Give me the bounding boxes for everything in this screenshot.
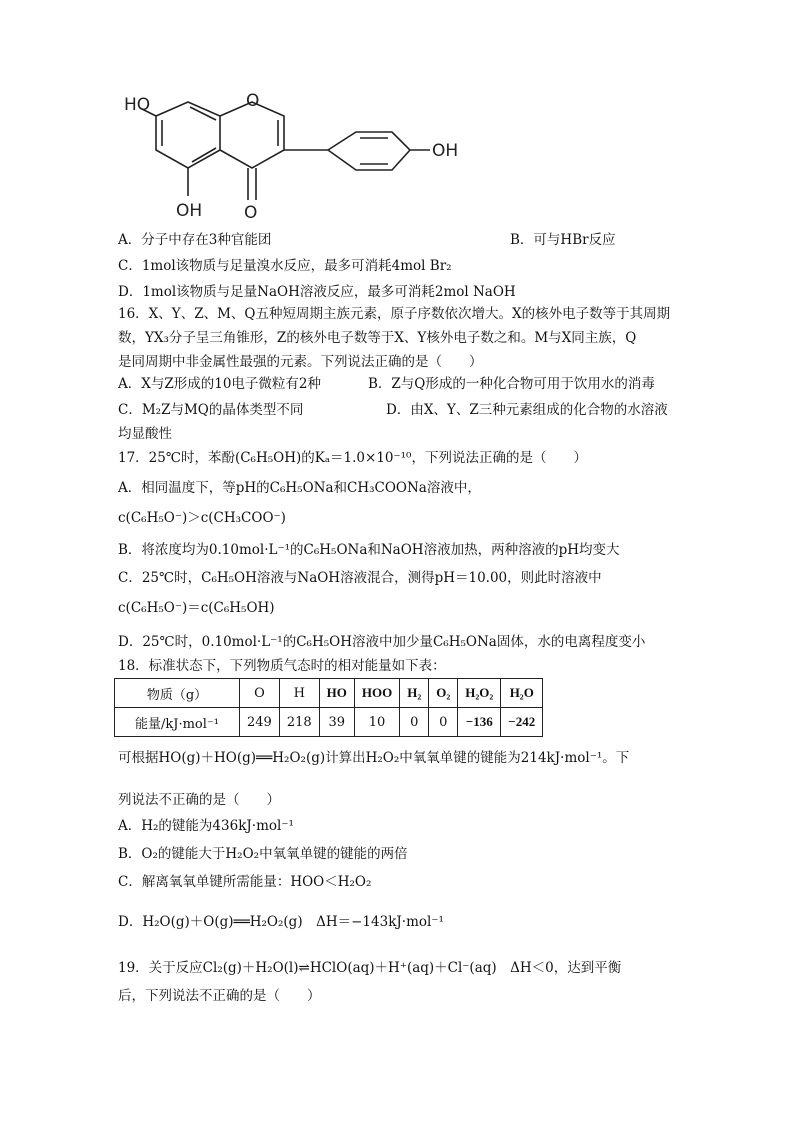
- q18-note-line1: 可根据HO(g)＋HO(g)══H₂O₂(g)计算出H₂O₂中氧氧单键的键能为214kJ·mol⁻¹。下: [118, 750, 630, 766]
- q15-option-d: D．1mol该物质与足量NaOH溶液反应，最多可消耗2mol NaOH: [118, 284, 516, 300]
- table-cell: O₂: [429, 679, 458, 708]
- q18-stem: 18．标准状态下，下列物质气态时的相对能量如下表：: [118, 658, 446, 674]
- table-cell: 物质（g）: [115, 679, 240, 708]
- table-cell: HOO: [354, 679, 399, 708]
- q16-stem-line3: 是同周期中非金属性最强的元素。下列说法正确的是（ ）: [118, 354, 483, 370]
- q15-options-row1: [118, 230, 684, 250]
- molecule-structure: [118, 88, 478, 228]
- molecule-label-carbonyl-o: O: [244, 203, 258, 223]
- table-cell: 10: [354, 708, 399, 737]
- q19-stem-line2: 后，下列说法不正确的是（ ）: [118, 988, 321, 1004]
- table-cell: −242: [501, 708, 543, 737]
- table-cell: H₂: [400, 679, 429, 708]
- molecule-label-ring-o: O: [246, 91, 260, 111]
- q17-option-d: D．25℃时，0.10mol·L⁻¹的C₆H₅OH溶液中加少量C₆H₅ONa固体，水的电离程度变小: [118, 634, 646, 650]
- q17-option-b: B．将浓度均为0.10mol·L⁻¹的C₆H₅ONa和NaOH溶液加热，两种溶液的pH均变大: [118, 542, 620, 558]
- q17-option-a-line1: A．相同温度下，等pH的C₆H₅ONa和CH₃COONa溶液中，: [118, 480, 481, 496]
- q16-option-c: C．M₂Z与MQ的晶体类型不同: [118, 402, 304, 418]
- molecule-label-ho: HO: [124, 95, 151, 115]
- energy-table: [114, 678, 543, 737]
- molecule-label-oh-bottom: OH: [176, 201, 203, 221]
- q15-option-b: B．可与HBr反应: [510, 232, 616, 248]
- q16-option-a: A．X与Z形成的10电子微粒有2种: [118, 376, 322, 392]
- q18-option-c: C．解离氧氧单键所需能量：HOO＜H₂O₂: [118, 874, 372, 890]
- q16-option-d-cont: 均显酸性: [118, 426, 172, 442]
- q15-option-c: C．1mol该物质与足量溴水反应，最多可消耗4mol Br₂: [118, 258, 452, 274]
- energy-table-value-row: [115, 708, 543, 737]
- table-cell: H₂O: [501, 679, 543, 708]
- table-cell: 39: [319, 708, 354, 737]
- q17-option-c-line2: c(C₆H₅O⁻)＝c(C₆H₅OH): [118, 600, 275, 616]
- q18-option-b: B．O₂的键能大于H₂O₂中氧氧单键的键能的两倍: [118, 846, 408, 862]
- q16-stem-line2: 数，YX₃分子呈三角锥形，Z的核外电子数等于X、Y核外电子数之和。M与X同主族，Q: [118, 330, 637, 346]
- table-cell: H: [279, 679, 319, 708]
- q16-options-row1: [118, 374, 684, 394]
- table-cell: 249: [240, 708, 280, 737]
- table-cell: 0: [400, 708, 429, 737]
- q18-option-a: A．H₂的键能为436kJ·mol⁻¹: [118, 818, 294, 834]
- q16-options-row2: [118, 400, 684, 420]
- q16-option-d: D．由X、Y、Z三种元素组成的化合物的水溶液: [386, 402, 668, 418]
- table-cell: HO: [319, 679, 354, 708]
- q17-stem: 17．25℃时，苯酚(C₆H₅OH)的Kₐ＝1.0×10⁻¹⁰，下列说法正确的是（ ）: [118, 450, 587, 466]
- q16-stem-line1: 16．X、Y、Z、M、Q五种短周期主族元素，原子序数依次增大。X的核外电子数等于其周期: [118, 306, 671, 322]
- molecule-bonds: [140, 102, 430, 200]
- table-cell: 能量/kJ·mol⁻¹: [115, 708, 240, 737]
- energy-table-header-row: [115, 679, 543, 708]
- q17-option-a-line2: c(C₆H₅O⁻)＞c(CH₃COO⁻): [118, 510, 286, 526]
- table-cell: O: [240, 679, 280, 708]
- table-cell: −136: [458, 708, 501, 737]
- molecule-label-oh-right: OH: [432, 141, 459, 161]
- q19-stem-line1: 19．关于反应Cl₂(g)＋H₂O(l)⇌HClO(aq)＋H⁺(aq)＋Cl⁻(aq) ΔH＜0，达到平衡: [118, 960, 622, 976]
- q17-option-c-line1: C．25℃时，C₆H₅OH溶液与NaOH溶液混合，测得pH＝10.00，则此时溶液中: [118, 570, 602, 586]
- q18-option-d: D．H₂O(g)＋O(g)══H₂O₂(g) ΔH＝−143kJ·mol⁻¹: [118, 914, 444, 930]
- table-cell: H₂O₂: [458, 679, 501, 708]
- table-cell: 218: [279, 708, 319, 737]
- q16-option-b: B．Z与Q形成的一种化合物可用于饮用水的消毒: [368, 376, 655, 392]
- q18-note-line2: 列说法不正确的是（ ）: [118, 792, 280, 808]
- table-cell: 0: [429, 708, 458, 737]
- q15-option-a: A．分子中存在3种官能团: [118, 232, 272, 248]
